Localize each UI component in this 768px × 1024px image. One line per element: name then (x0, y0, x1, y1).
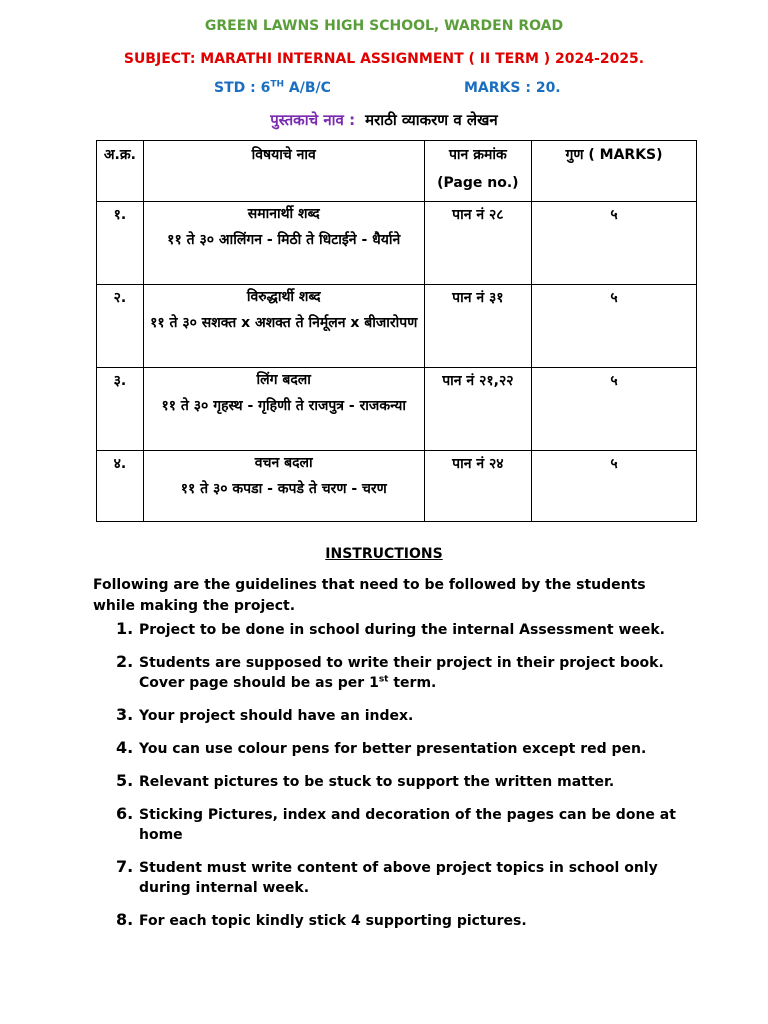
book-label: पुस्तकाचे नाव : (270, 111, 356, 129)
cell-topic (143, 368, 424, 451)
cell-page: पान नं २८ (424, 202, 531, 285)
instructions-title: INSTRUCTIONS (325, 546, 443, 562)
cell-page: पान नं २४ (424, 451, 531, 522)
table-row (97, 368, 697, 451)
item-text: For each topic kindly stick 4 supporting pictures. (139, 913, 527, 929)
list-item (116, 706, 686, 726)
list-item (116, 739, 686, 759)
item-number: 1. (116, 619, 134, 638)
header-topic: विषयाचे नाव (143, 141, 424, 202)
item-text: Student must write content of above project topics in school only during internal week. (139, 860, 658, 896)
book-value: मराठी व्याकरण व लेखन (365, 111, 498, 129)
cell-marks: ५ (532, 202, 697, 285)
item-text: Sticking Pictures, index and decoration of the pages can be done at home (139, 807, 676, 843)
std-sup: TH (270, 79, 285, 90)
table-header-row (97, 141, 697, 202)
cell-page: पान नं ३१ (424, 285, 531, 368)
list-item (116, 911, 686, 931)
list-item (116, 653, 686, 693)
header-page (424, 141, 531, 202)
std-label (214, 80, 331, 96)
cell-sr: २. (97, 285, 144, 368)
item-text: You can use colour pens for better presentation except red pen. (139, 741, 647, 757)
item-number: 4. (116, 738, 134, 757)
header-page-mr: पान क्रमांक (448, 147, 507, 163)
cell-topic (143, 451, 424, 522)
item-text: Project to be done in school during the internal Assessment week. (139, 622, 665, 638)
cell-topic (143, 285, 424, 368)
list-item (116, 620, 686, 640)
header-page-en: (Page no.) (437, 175, 519, 191)
cell-marks: ५ (532, 285, 697, 368)
table-row (97, 285, 697, 368)
std-suffix: A/B/C (284, 80, 331, 96)
cell-marks: ५ (532, 368, 697, 451)
school-name: GREEN LAWNS HIGH SCHOOL, WARDEN ROAD (204, 18, 564, 34)
table-row (97, 202, 697, 285)
item-text: Relevant pictures to be stuck to support the written matter. (139, 774, 615, 790)
item-text: Students are supposed to write their project in their project book. Cover page should be as per 1 (139, 655, 664, 691)
topic-detail: ११ ते ३० गृहस्थ - गृहिणी ते राजपुत्र - राजकन्या (161, 398, 406, 414)
list-item (116, 858, 686, 898)
header-sr: अ.क्र. (97, 141, 144, 202)
table-row (97, 451, 697, 522)
item-number: 8. (116, 910, 134, 929)
list-item (116, 805, 686, 845)
topic-detail: ११ ते ३० कपडा - कपडे ते चरण - चरण (180, 481, 387, 497)
marks-label: MARKS : 20. (464, 80, 561, 96)
cell-topic (143, 202, 424, 285)
cell-sr: ३. (97, 368, 144, 451)
item-text: Your project should have an index. (139, 708, 414, 724)
list-item (116, 772, 686, 792)
instructions-intro: Following are the guidelines that need to be followed by the students while making the project. (93, 577, 646, 614)
topic-name: वचन बदला (254, 455, 313, 471)
item-number: 3. (116, 705, 134, 724)
item-number: 7. (116, 857, 134, 876)
topic-detail: ११ ते ३० आलिंगन - मिठी ते धिटाईने - धैर्याने (167, 232, 401, 248)
item-number: 6. (116, 804, 134, 823)
topic-name: विरुद्धार्थी शब्द (246, 289, 321, 305)
topic-detail: ११ ते ३० सशक्त x अशक्त ते निर्मूलन x बीजारोपण (150, 315, 418, 331)
std-prefix: STD : 6 (214, 80, 271, 96)
header-marks: गुण ( MARKS) (532, 141, 697, 202)
cell-sr: ४. (97, 451, 144, 522)
item-sup: st (378, 674, 389, 685)
book-name-line (0, 110, 768, 130)
cell-sr: १. (97, 202, 144, 285)
item-number: 2. (116, 652, 134, 671)
item-text-end: term. (388, 675, 437, 691)
topic-name: समानार्थी शब्द (247, 206, 320, 222)
cell-page: पान नं २१,२२ (424, 368, 531, 451)
subject-title: SUBJECT: MARATHI INTERNAL ASSIGNMENT ( II TERM ) 2024-2025. (123, 51, 645, 67)
cell-marks: ५ (532, 451, 697, 522)
topics-table (96, 140, 697, 522)
topic-name: लिंग बदला (256, 372, 311, 388)
item-number: 5. (116, 771, 134, 790)
instructions-list (116, 620, 686, 944)
